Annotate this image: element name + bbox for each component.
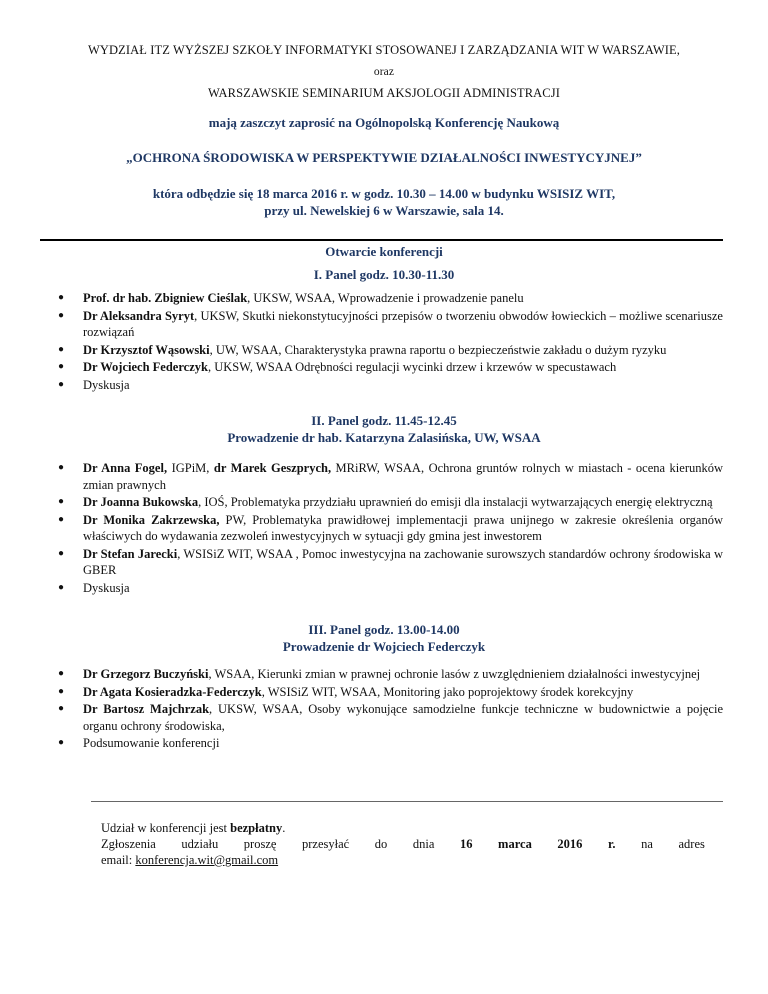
panel-1-list <box>58 290 723 394</box>
list-item <box>58 512 723 545</box>
free-word: bezpłatny <box>230 821 283 835</box>
speaker-name: Prof. dr hab. Zbigniew Cieślak <box>83 291 248 305</box>
speaker-name: Dr Bartosz Majchrzak <box>83 702 210 716</box>
bullet-icon: ● <box>58 292 65 303</box>
email-label: email: <box>101 853 136 867</box>
discussion-text: Dyskusja <box>83 580 130 595</box>
bullet-icon: ● <box>58 703 65 714</box>
talk-text: , WSISiZ WIT, WSAA, Monitoring jako poprojektowy środek korekcyjny <box>261 684 634 699</box>
panel-2-list <box>58 460 724 597</box>
speaker-name: Dr Grzegorz Buczyński <box>83 667 209 681</box>
panel-2-moderator: Prowadzenie dr hab. Katarzyna Zalasińska, UW, WSAA <box>227 430 541 445</box>
free-suffix: . <box>282 821 286 835</box>
bullet-icon: ● <box>58 513 65 525</box>
talk-text: , UKSW, Skutki niekonstytucyjności przepisów o tworzeniu obwodów łowieckich – możliwe scenariusze rozwiązań <box>83 308 723 339</box>
reg-date: r. <box>608 837 616 851</box>
bullet-icon: ● <box>58 496 65 507</box>
speaker-name: Dr Wojciech Federczyk <box>83 360 208 374</box>
bullet-icon: ● <box>58 685 65 697</box>
divider-bottom <box>91 801 723 802</box>
reg-date: 2016 <box>557 837 583 851</box>
talk-text: , UKSW, WSAA Odrębności regulacji wycinki drzew i krzewów w specustawach <box>207 360 617 374</box>
discussion-text: Dyskusja <box>83 377 130 392</box>
conference-title: „OCHRONA ŚRODOWISKA W PERSPEKTYWIE DZIAŁALNOŚCI INWESTYCYJNEJ” <box>126 150 642 165</box>
free-participation-line <box>101 820 705 836</box>
speaker-name: Dr Monika Zakrzewska, <box>83 512 220 527</box>
bullet-icon: ● <box>58 581 65 593</box>
talk-text: , WSAA, Kierunki zmian w prawnej ochronie lasów z uwzględnieniem działalności inwestycyjnej <box>208 667 701 681</box>
list-item <box>58 342 723 359</box>
speaker-name: Dr Aleksandra Syryt <box>83 308 195 323</box>
reg-date: 16 <box>459 837 473 851</box>
reg-date: marca <box>498 837 532 851</box>
list-item <box>58 290 723 307</box>
list-item <box>58 735 723 752</box>
bullet-icon: ● <box>58 547 65 559</box>
talk-text: , UW, WSAA, Charakterystyka prawna raportu o bezpieczeństwie zakładu o dużym ryzyku <box>209 342 667 357</box>
reg-word: udziału <box>181 837 219 851</box>
speaker-name: dr Marek Geszprych, <box>213 461 332 475</box>
talk-text: , WSISiZ WIT, WSAA , Pomoc inwestycyjna na zachowanie surowszych standardów ochrony środowiska w GBER <box>83 546 723 577</box>
invitation-line: mają zaszczyt zaprosić na Ogólnopolską Konferencję Naukową <box>208 115 560 130</box>
list-item <box>58 494 723 511</box>
conference-venue: przy ul. Newelskiej 6 w Warszawie, sala 14. <box>264 203 504 218</box>
reg-word: do <box>374 837 388 851</box>
conference-date: która odbędzie się 18 marca 2016 r. w godz. 10.30 – 14.00 w budynku WSISIZ WIT, <box>152 186 616 201</box>
reg-word: na <box>641 837 653 851</box>
list-item <box>58 308 723 341</box>
list-item <box>58 460 724 493</box>
bullet-icon: ● <box>58 668 65 679</box>
reg-word: dnia <box>412 837 435 851</box>
talk-text: , UKSW, WSAA, Wprowadzenie i prowadzenie panelu <box>247 291 524 305</box>
reg-word: przesyłać <box>302 837 350 851</box>
list-item <box>58 377 723 394</box>
organizer-line-2: WARSZAWSKIE SEMINARIUM AKSJOLOGII ADMINISTRACJI <box>208 86 560 100</box>
speaker-name: Dr Krzysztof Wąsowski <box>83 342 210 357</box>
registration-info <box>101 820 705 868</box>
organizer-line-1: WYDZIAŁ ITZ WYŻSZEJ SZKOŁY INFORMATYKI STOSOWANEJ I ZARZĄDZANIA WIT W WARSZAWIE, <box>87 43 681 57</box>
panel-3-list <box>58 666 723 753</box>
list-item <box>58 684 723 701</box>
bullet-icon: ● <box>58 737 65 748</box>
panel-1-title: I. Panel godz. 10.30-11.30 <box>313 267 455 282</box>
bullet-icon: ● <box>58 309 65 321</box>
reg-word: proszę <box>243 837 277 851</box>
list-item <box>58 666 723 683</box>
reg-word: Zgłoszenia <box>101 837 156 851</box>
email-link[interactable]: konferencja.wit@gmail.com <box>135 853 279 867</box>
talk-text: MRiRW, WSAA, Ochrona gruntów rolnych w miastach - ocena kierunków zmian prawnych <box>83 461 724 492</box>
registration-line <box>101 836 705 852</box>
list-item <box>58 546 723 579</box>
opening-heading: Otwarcie konferencji <box>325 244 443 259</box>
bullet-icon: ● <box>58 378 65 390</box>
talk-text: , UKSW, WSAA, Osoby wykonujące samodzielne funkcje techniczne w budownictwie a pojęcie organu ochrony środowiska, <box>83 702 723 733</box>
speaker-name: Dr Agata Kosieradzka-Federczyk <box>83 684 262 699</box>
speaker-name: Dr Stefan Jarecki <box>83 546 178 561</box>
list-item <box>58 359 723 376</box>
panel-3-title: III. Panel godz. 13.00-14.00 <box>308 622 460 637</box>
bullet-icon: ● <box>58 343 65 355</box>
talk-text: PW, Problematyka prawidłowej implementacji prawa unijnego w zakresie określenia organów właściwych do wydawania zezwoleń inwestycyjnych w sytuacji gdy gmina jest inwestorem <box>83 512 723 543</box>
header <box>40 42 728 219</box>
panel-3-moderator: Prowadzenie dr Wojciech Federczyk <box>282 639 486 654</box>
list-item <box>58 701 723 734</box>
affiliation-text: IGPiM, <box>167 461 214 475</box>
talk-text: , IOŚ, Problematyka przydziału uprawnień do emisji dla instalacji wytwarzających energię elektryczną <box>198 495 713 509</box>
bullet-icon: ● <box>58 361 65 372</box>
email-line <box>101 852 705 868</box>
list-item <box>58 580 723 597</box>
bullet-icon: ● <box>58 462 65 473</box>
closing-text: Podsumowanie konferencji <box>83 736 220 750</box>
organizer-conjunction: oraz <box>373 66 395 78</box>
free-prefix: Udział w konferencji jest <box>101 821 231 835</box>
speaker-name: Dr Joanna Bukowska <box>83 495 199 509</box>
divider-top <box>40 239 723 241</box>
reg-word: adres <box>678 837 705 851</box>
panel-2-title: II. Panel godz. 11.45-12.45 <box>311 413 457 428</box>
speaker-name: Dr Anna Fogel, <box>83 461 168 475</box>
